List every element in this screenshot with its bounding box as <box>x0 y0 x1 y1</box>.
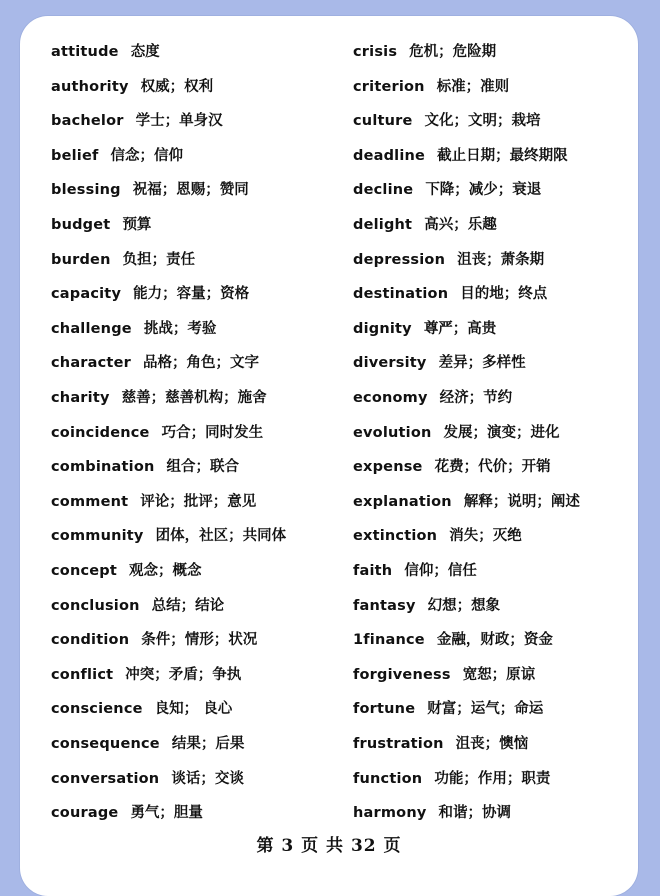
chinese-meaning: 下降；减少；衰退 <box>425 182 542 199</box>
chinese-meaning: 沮丧；萧条期 <box>457 251 545 268</box>
english-word: culture <box>353 113 413 130</box>
word-entry <box>51 734 244 754</box>
english-word: authority <box>51 78 129 95</box>
word-entry <box>51 353 259 373</box>
english-word: character <box>51 355 131 372</box>
chinese-meaning: 团体，社区；共同体 <box>155 528 287 545</box>
word-entry <box>51 492 256 512</box>
chinese-meaning: 冲突；矛盾；争执 <box>125 666 242 683</box>
word-entry <box>51 561 202 581</box>
english-word: decline <box>353 182 414 199</box>
chinese-meaning: 差异；多样性 <box>438 355 526 372</box>
word-entry <box>51 250 195 270</box>
word-entry <box>353 561 477 581</box>
english-word: destination <box>353 286 449 303</box>
word-entry <box>51 388 267 408</box>
word-entry <box>51 803 203 823</box>
word-entry <box>353 492 580 512</box>
english-word: function <box>353 770 423 787</box>
english-word: economy <box>353 390 428 406</box>
chinese-meaning: 观念；概念 <box>129 563 202 579</box>
chinese-meaning: 宽恕；原谅 <box>462 666 536 683</box>
word-entry <box>51 596 224 616</box>
english-word: delight <box>353 217 413 233</box>
word-entry <box>51 526 286 546</box>
english-word: conflict <box>51 666 114 683</box>
word-entry <box>51 457 239 477</box>
english-word: capacity <box>51 286 122 303</box>
english-word: charity <box>51 390 110 406</box>
chinese-meaning: 危机；危险期 <box>409 44 497 60</box>
english-word: crisis <box>353 44 398 60</box>
word-entry <box>51 77 213 97</box>
word-entry <box>51 769 244 789</box>
english-word: challenge <box>51 320 132 337</box>
word-entry <box>353 353 526 373</box>
chinese-meaning: 发展；演变；进化 <box>443 424 560 441</box>
english-word: expense <box>353 459 423 476</box>
word-entry <box>353 423 560 443</box>
english-word: criterion <box>353 78 425 95</box>
chinese-meaning: 良知； 良心 <box>154 701 233 718</box>
word-entry <box>353 388 512 408</box>
english-word: dignity <box>353 320 412 337</box>
word-entry <box>51 111 223 131</box>
word-entry <box>51 423 263 443</box>
english-word: frustration <box>353 736 444 752</box>
english-word: bachelor <box>51 113 124 130</box>
english-word: deadline <box>353 147 426 164</box>
chinese-meaning: 花费；代价；开销 <box>434 459 551 476</box>
word-entry <box>353 284 547 304</box>
chinese-meaning: 目的地；终点 <box>460 286 548 303</box>
word-entry <box>353 319 496 339</box>
word-entry <box>353 146 568 166</box>
word-entry <box>353 77 509 97</box>
word-entry <box>51 146 183 166</box>
english-word: forgiveness <box>353 666 451 683</box>
english-word: attitude <box>51 44 119 60</box>
english-word: conclusion <box>51 597 140 614</box>
english-word: community <box>51 528 144 545</box>
english-word: faith <box>353 563 393 579</box>
chinese-meaning: 巧合；同时发生 <box>161 424 264 441</box>
english-word: consequence <box>51 736 160 752</box>
chinese-meaning: 高兴；乐趣 <box>424 217 497 233</box>
chinese-meaning: 权威；权利 <box>140 78 214 95</box>
word-entry <box>353 734 528 754</box>
word-entry <box>353 215 497 235</box>
chinese-meaning: 预算 <box>122 217 152 233</box>
english-word: conscience <box>51 701 143 718</box>
word-entry <box>51 319 216 339</box>
word-entry <box>51 665 241 685</box>
chinese-meaning: 品格；角色；文字 <box>142 355 259 372</box>
english-word: diversity <box>353 355 427 372</box>
english-word: burden <box>51 251 111 268</box>
english-word: fantasy <box>353 597 416 614</box>
english-word: extinction <box>353 528 438 545</box>
chinese-meaning: 勇气；胆量 <box>130 805 203 822</box>
word-entry <box>353 699 543 719</box>
english-word: conversation <box>51 770 160 787</box>
english-word: harmony <box>353 805 427 822</box>
english-word: explanation <box>353 493 452 510</box>
english-word: belief <box>51 147 99 164</box>
chinese-meaning: 财富；运气；命运 <box>427 701 544 718</box>
chinese-meaning: 尊严；高贵 <box>423 320 497 337</box>
word-entry <box>51 699 232 719</box>
chinese-meaning: 消失；灭绝 <box>449 528 522 545</box>
chinese-meaning: 能力；容量；资格 <box>133 286 250 303</box>
word-entry <box>353 596 500 616</box>
chinese-meaning: 谈话；交谈 <box>171 770 244 787</box>
english-word: combination <box>51 459 155 476</box>
page-number-footer: 第 3 页 共 32 页 <box>256 836 402 856</box>
chinese-meaning: 沮丧；懊恼 <box>455 736 529 752</box>
english-word: comment <box>51 493 129 510</box>
word-entry <box>51 630 257 650</box>
chinese-meaning: 慈善；慈善机构；施舍 <box>121 390 267 406</box>
word-entry <box>353 111 541 131</box>
chinese-meaning: 信仰；信任 <box>404 563 477 579</box>
chinese-meaning: 组合；联合 <box>166 459 240 476</box>
chinese-meaning: 文化；文明；栽培 <box>424 113 541 130</box>
chinese-meaning: 和谐；协调 <box>438 805 512 822</box>
word-entry <box>353 630 553 650</box>
english-word: fortune <box>353 701 416 718</box>
chinese-meaning: 祝福；恩赐；赞同 <box>132 182 249 199</box>
chinese-meaning: 截止日期；最终期限 <box>437 147 568 164</box>
chinese-meaning: 幻想；想象 <box>427 597 501 614</box>
vocabulary-card <box>20 16 638 896</box>
chinese-meaning: 经济；节约 <box>439 390 513 406</box>
english-word: blessing <box>51 182 121 199</box>
chinese-meaning: 挑战；考验 <box>143 320 217 337</box>
word-entry <box>353 769 550 789</box>
word-entry <box>353 42 496 62</box>
word-entry <box>51 215 151 235</box>
word-entry <box>353 250 544 270</box>
chinese-meaning: 金融，财政；资金 <box>436 632 553 649</box>
english-word: depression <box>353 251 446 268</box>
english-word: condition <box>51 632 130 649</box>
word-entry <box>353 803 511 823</box>
chinese-meaning: 信念；信仰 <box>110 147 183 164</box>
word-entry <box>51 180 249 200</box>
chinese-meaning: 功能；作用；职责 <box>434 770 551 787</box>
chinese-meaning: 结果；后果 <box>171 736 245 752</box>
chinese-meaning: 态度 <box>130 44 160 60</box>
chinese-meaning: 解释；说明；阐述 <box>463 493 580 510</box>
word-entry <box>51 42 160 62</box>
word-entry <box>353 665 535 685</box>
chinese-meaning: 负担；责任 <box>122 251 196 268</box>
chinese-meaning: 评论；批评；意见 <box>140 493 257 510</box>
english-word: coincidence <box>51 424 150 441</box>
english-word: evolution <box>353 424 432 441</box>
chinese-meaning: 学士；单身汉 <box>135 113 223 130</box>
word-entry <box>353 526 522 546</box>
word-entry <box>353 180 541 200</box>
chinese-meaning: 条件；情形；状况 <box>141 632 258 649</box>
word-entry <box>353 457 551 477</box>
word-entry <box>51 284 249 304</box>
english-word: courage <box>51 805 119 822</box>
chinese-meaning: 标准；准则 <box>436 78 510 95</box>
chinese-meaning: 总结；结论 <box>151 597 225 614</box>
english-word: budget <box>51 217 111 233</box>
english-word: concept <box>51 563 118 579</box>
english-word: 1finance <box>353 632 425 649</box>
